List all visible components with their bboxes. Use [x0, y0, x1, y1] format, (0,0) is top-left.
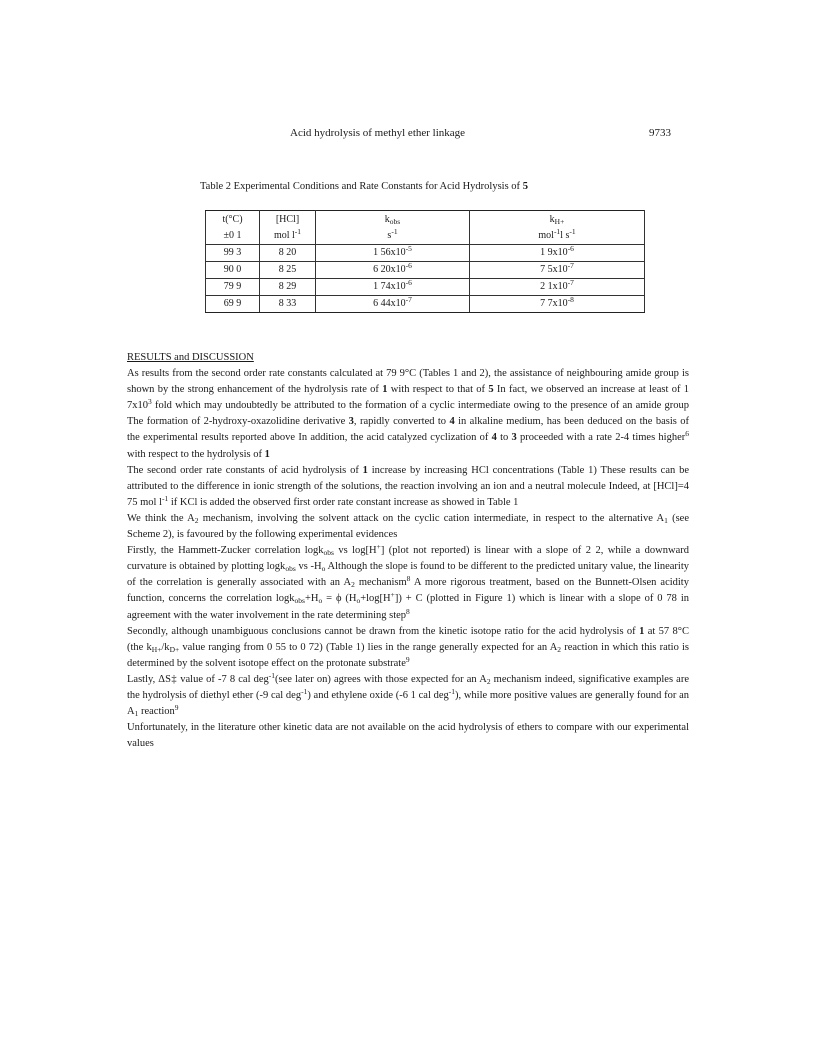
cell-temperature: 79 9: [206, 279, 260, 296]
unit-temperature: ±0 1: [206, 228, 260, 245]
header-kh: $k_{H+}$: [470, 211, 645, 229]
cell-hcl: 8 29: [260, 279, 316, 296]
header-hcl: [HCl]: [260, 211, 316, 229]
body-text: [127, 350, 689, 752]
table-row: [206, 262, 645, 279]
cell-temperature: 90 0: [206, 262, 260, 279]
cell-temperature: 99 3: [206, 245, 260, 262]
paragraph-7: Unfortunately, in the literature other kinetic data are not available on the acid hydrolysis of ethers to compare with our experimental values: [127, 722, 689, 750]
paragraph-1: As results from the second order rate constants calculated at 79 9°C (Tables 1 and 2), the assistance of neighbouring amide group is shown by the strong enhancement of the hydrolysis rate of 1 with respect to that of 5 In fact, we observed an increase at least of 1 $7x10^3$ fold which may undoubtedly be attributed to the formation of a cyclic intermediate owing to the presence of an amide group The formation of 2-hydroxy-oxazolidine derivative 3, rapidly converted to 4 in alkaline medium, has been deduced on the basis of the experimental results reported above In addition, the acid catalyzed cyclization of 4 to 3 proceeded with a rate 2-4 times higher$^6$ with respect to the hydrolysis of 1: [127, 368, 689, 460]
paragraph-6: Lastly, ΔS‡ value of -7 8 cal deg$^{-1}$(see later on) agrees with those expected for an $A_2$ mechanism indeed, significative examples are the hydrolysis of diethyl ether (-9 cal deg$^{-1}$) and ethylene oxide (-6 1 cal deg$^{-1}$), while more positive values are generally found for an $A_1$ reaction$^9$: [127, 670, 689, 719]
table-caption-compound: 5: [522, 181, 528, 192]
table-row: [206, 245, 645, 262]
cell-hcl: 8 20: [260, 245, 316, 262]
cell-temperature: 69 9: [206, 296, 260, 313]
paragraph-5: Secondly, although unambiguous conclusions cannot be drawn from the kinetic isotope ratio for the acid hydrolysis of 1 at 57 8°C (the $k_{H+}/k_{D+}$ value ranging from 0 55 to 0 72) (Table 1) lies in the range generally expected for an $A_2$ reaction in which this ratio is determined by the solvent isotope effect on the protonate substrate$^9$: [127, 625, 690, 669]
paragraph-4: Firstly, the Hammett-Zucker correlation logk$_{obs}$ vs log[H+] (plot not reported) is linear with a slope of 2 2, while a downward curvature is obtained by plotting logk$_{obs}$ vs $-H_o$ Although the slope is found to be different to the predicted unitary value, the linearity of the correlation is generally associated with an $A_2$ mechanism$^8$ A more rigorous treatment, based on the Bunnett-Olsen acidity function, concerns the correlation $\log k_{obs}+H_o = \phi$ $(H_o+\log[H^+]) + C$ (plotted in Figure 1) which is linear with a slope of 0 78 in agreement with the water involvement in the rate determining step$^8$: [127, 542, 689, 621]
table-header-row: [206, 211, 645, 229]
cell-kh: 7 $5x10^{-7}$: [470, 262, 645, 279]
cell-hcl: 8 25: [260, 262, 316, 279]
cell-kobs: 6 $20x10^{-6}$: [316, 262, 470, 279]
unit-kobs: $s^{-1}$: [316, 228, 470, 245]
running-head-title: Acid hydrolysis of methyl ether linkage: [290, 127, 466, 139]
table-row: [206, 296, 645, 313]
header-temperature: t(°C): [206, 211, 260, 229]
header-kobs: $k_{obs}$: [316, 211, 470, 229]
cell-kobs: 1 $74x10^{-6}$: [316, 279, 470, 296]
cell-kh: 7 $7x10^{-8}$: [470, 296, 645, 313]
table-caption: [200, 181, 528, 192]
cell-hcl: 8 33: [260, 296, 316, 313]
page-number: 9733: [649, 127, 671, 139]
rate-constants-table: [205, 210, 645, 313]
unit-kh: mol$^{-1}$l $s^{-1}$: [470, 228, 645, 245]
cell-kobs: 6 $44x10^{-7}$: [316, 296, 470, 313]
table-units-row: [206, 228, 645, 245]
unit-hcl: mol $l^{-1}$: [260, 228, 316, 245]
table-caption-text: Table 2 Experimental Conditions and Rate Constants for Acid Hydrolysis of: [200, 181, 523, 192]
section-heading: RESULTS and DISCUSSION: [127, 352, 254, 363]
cell-kh: 1 $9x10^{-6}$: [470, 245, 645, 262]
cell-kh: 2 $1x10^{-7}$: [470, 279, 645, 296]
paragraph-2: The second order rate constants of acid hydrolysis of 1 increase by increasing HCl concentrations (Table 1) These results can be attributed to the difference in ionic strength of the solutions, the reaction involving an ion and a neutral molecule Indeed, at [HCl]=4 75 mol $l^{-1}$ if KCl is added the observed first order rate constant increase as showed in Table 1: [127, 464, 689, 508]
cell-kobs: 1 $56x10^{-5}$: [316, 245, 470, 262]
paragraph-3: We think the $A_2$ mechanism, involving the solvent attack on the cyclic cation intermediate, in respect to the alternative $A_1$ (see Scheme 2), is favoured by the following experimental evidences: [127, 512, 690, 541]
table-row: [206, 279, 645, 296]
